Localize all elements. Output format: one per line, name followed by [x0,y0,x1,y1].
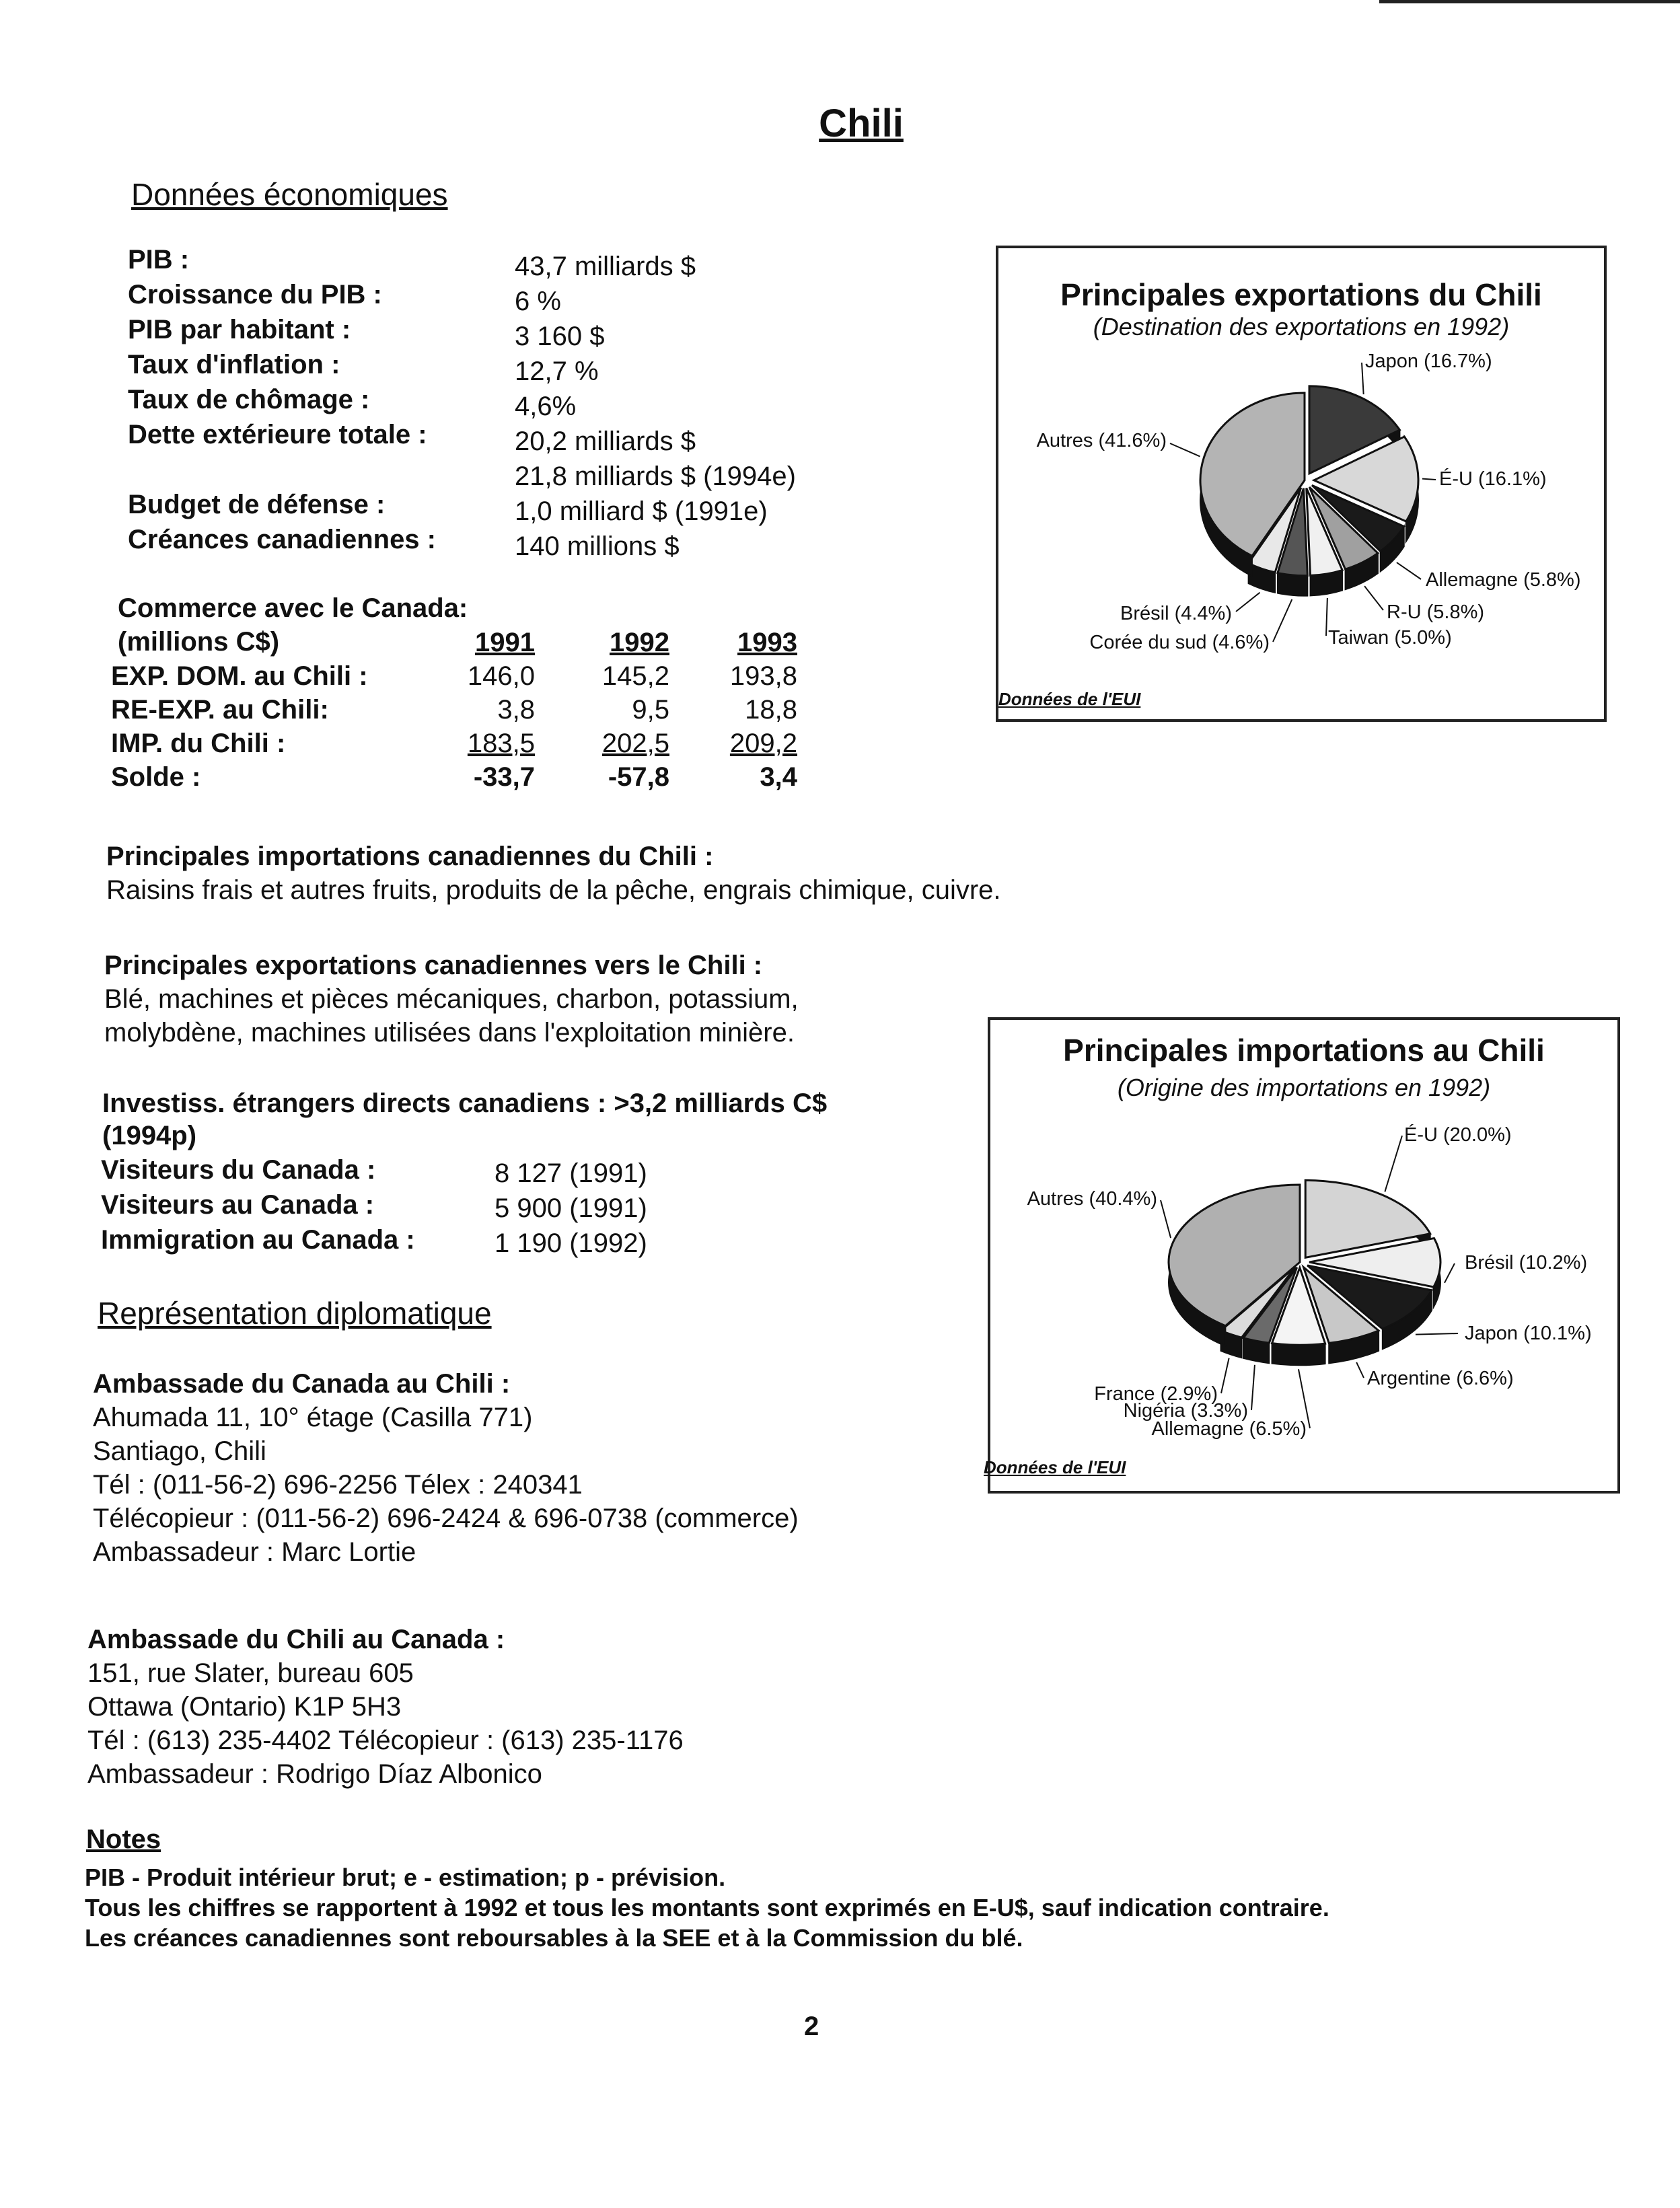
trade-cell: 145,2 [601,661,669,691]
economic-value: 12,7 % [515,357,599,386]
pie-label: Brésil (10.2%) [1465,1252,1588,1274]
pie-label: Japon (16.7%) [1365,351,1492,372]
chart-source: Données de l'EUI [998,689,1141,709]
economic-value: 3 160 $ [515,322,605,351]
trade-cell: 209,2 [729,728,797,758]
trade-year: 1992 [610,627,669,657]
economic-value: 20,2 milliards $ [515,427,696,456]
economic-value: 6 % [515,287,561,316]
trade-row-label: RE-EXP. au Chili: [111,694,329,725]
pie-slice-side [1272,1344,1325,1366]
trade-table [111,626,797,794]
table-row [111,760,797,794]
trade-cell: 18,8 [745,694,797,725]
pie-leader-line [1161,1200,1171,1238]
pie-label: Japon (10.1%) [1465,1323,1592,1344]
economic-label: PIB : [128,245,190,274]
economic-label: Taux d'inflation : [128,350,340,379]
trade-cell: 9,5 [632,694,669,725]
diplomatic-heading: Représentation diplomatique [98,1296,492,1331]
embassy-ca-line: Tél : (011-56-2) 696-2256 Télex : 240341 [93,1470,583,1500]
chart-subtitle: (Destination des exportations en 1992) [1093,313,1510,340]
embassy-cl-line: Ottawa (Ontario) K1P 5H3 [87,1692,402,1722]
visitor-values [495,1156,647,1261]
pie-label: É-U (16.1%) [1439,468,1547,490]
notes-heading: Notes [86,1825,161,1854]
imports-heading: Principales importations canadiennes du Chili : [106,842,714,871]
embassy-cl-line: Ambassade du Chili au Canada : [87,1625,505,1654]
pie-leader-line [1422,479,1436,480]
exports-heading: Principales exportations canadiennes vers le Chili : [104,951,763,980]
exports-text-line1: Blé, machines et pièces mécaniques, charbon, potassium, [104,984,799,1014]
economic-label: Budget de défense : [128,490,386,519]
pie-label: Autres (40.4%) [1027,1188,1157,1210]
page-number: 2 [804,2012,819,2041]
visitor-labels [101,1152,415,1257]
economic-label: Créances canadiennes : [128,525,436,554]
investment-line2: (1994p) [102,1121,197,1150]
trade-cell: -57,8 [608,762,669,792]
embassy-ca-line: Ambassade du Canada au Chili : [93,1369,511,1399]
pie-label: Nigéria (3.3%) [1123,1400,1248,1422]
visitor-label: Visiteurs au Canada : [101,1190,375,1220]
pie-leader-line [1170,443,1200,457]
embassy-cl-line: Tél : (613) 235-4402 Télécopieur : (613) 235-1176 [87,1726,684,1755]
note-line: Tous les chiffres se rapportent à 1992 et tous les montants sont exprimés en E-U$, sauf indication contraire. [85,1894,1329,1921]
visitor-value: 8 127 (1991) [495,1158,647,1188]
embassy-ca-line: Santiago, Chili [93,1436,266,1466]
economic-value: 4,6% [515,392,577,421]
trade-cell: -33,7 [473,762,535,792]
trade-cell: 202,5 [601,728,669,758]
trade-row-label: Solde : [111,762,201,792]
economic-value: 21,8 milliards $ (1994e) [515,462,796,491]
note-line: PIB - Produit intérieur brut; e - estimation; p - prévision. [85,1864,726,1891]
trade-row-label: IMP. du Chili : [111,728,286,758]
table-row [111,659,797,693]
exports-chart-box [996,246,1607,722]
trade-cell: 3,4 [760,762,797,792]
economic-value: 43,7 milliards $ [515,252,696,281]
pie-leader-line [1356,1362,1364,1378]
pie-leader-line [1385,1136,1402,1191]
economic-value: 140 millions $ [515,531,680,561]
chart-title: Principales importations au Chili [1063,1033,1545,1068]
trade-year: 1991 [475,627,535,657]
note-line: Les créances canadiennes sont reboursables à la SEE et à la Commission du blé. [85,1924,1023,1952]
economic-label [128,452,436,487]
embassy-cl-line: 151, rue Slater, bureau 605 [87,1658,414,1688]
top-edge-line [1379,0,1680,3]
economic-value: 1,0 milliard $ (1991e) [515,496,768,526]
pie-label: Allemagne (6.5%) [1151,1418,1307,1440]
pie-label: Argentine (6.6%) [1367,1368,1514,1389]
visitor-label: Immigration au Canada : [101,1225,415,1255]
table-row [111,693,797,727]
table-row [111,727,797,760]
pie-leader-line [1273,599,1292,642]
pie-leader-line [1416,1333,1458,1335]
pie-label: R-U (5.8%) [1387,601,1485,623]
pie-label: Corée du sud (4.6%) [1089,632,1270,653]
imports-text: Raisins frais et autres fruits, produits de la pêche, engrais chimique, cuivre. [106,875,1001,905]
visitor-value: 5 900 (1991) [495,1193,647,1223]
pie-leader-line [1251,1365,1255,1410]
trade-year: 1993 [737,627,797,657]
trade-unit: (millions C$) [118,627,280,657]
economic-label: Dette extérieure totale : [128,420,427,449]
economic-heading: Données économiques [131,177,448,212]
visitor-label: Visiteurs du Canada : [101,1155,376,1185]
embassy-ca-line: Télécopieur : (011-56-2) 696-2424 & 696-0738 (commerce) [93,1504,799,1533]
trade-cell: 146,0 [467,661,535,691]
page-title: Chili [819,102,904,145]
trade-cell: 183,5 [467,728,535,758]
embassy-cl-line: Ambassadeur : Rodrigo Díaz Albonico [87,1759,542,1789]
pie-label: Autres (41.6%) [1036,430,1167,451]
pie-label: Allemagne (5.8%) [1426,569,1581,591]
trade-title: Commerce avec le Canada: [118,593,468,623]
visitor-value: 1 190 (1992) [495,1228,647,1258]
exports-text-line2: molybdène, machines utilisées dans l'exploitation minière. [104,1018,795,1047]
pie-label: France (2.9%) [1094,1383,1218,1405]
trade-cell: 3,8 [497,694,535,725]
economic-label: PIB par habitant : [128,315,351,344]
pie-label: Taiwan (5.0%) [1328,627,1452,649]
pie-leader-line [1326,598,1327,636]
pie-label: É-U (20.0%) [1404,1124,1512,1146]
imports-pie-chart [990,1107,1617,1484]
chart-subtitle: (Origine des importations en 1992) [1117,1074,1491,1101]
chart-source: Données de l'EUI [984,1457,1126,1477]
economic-label: Croissance du PIB : [128,280,382,309]
trade-cell: 193,8 [729,661,797,691]
pie-leader-line [1236,593,1260,612]
pie-leader-line [1397,562,1421,579]
investment-line1: Investiss. étrangers directs canadiens : >3,2 milliards C$ [102,1089,828,1118]
embassy-ca-line: Ambassadeur : Marc Lortie [93,1537,416,1567]
pie-label: Brésil (4.4%) [1120,603,1232,624]
exports-pie-chart [998,342,1604,719]
embassy-ca-line: Ahumada 11, 10° étage (Casilla 771) [93,1403,533,1432]
pie-leader-line [1445,1263,1455,1283]
economic-label: Taux de chômage : [128,385,370,414]
economic-labels [128,242,436,557]
pie-leader-line [1221,1358,1229,1393]
pie-leader-line [1364,586,1383,610]
trade-row-label: EXP. DOM. au Chili : [111,661,368,691]
imports-chart-box [984,1017,1620,1494]
economic-values [515,249,796,564]
chart-title: Principales exportations du Chili [1060,277,1542,312]
pie-leader-line [1362,363,1364,394]
